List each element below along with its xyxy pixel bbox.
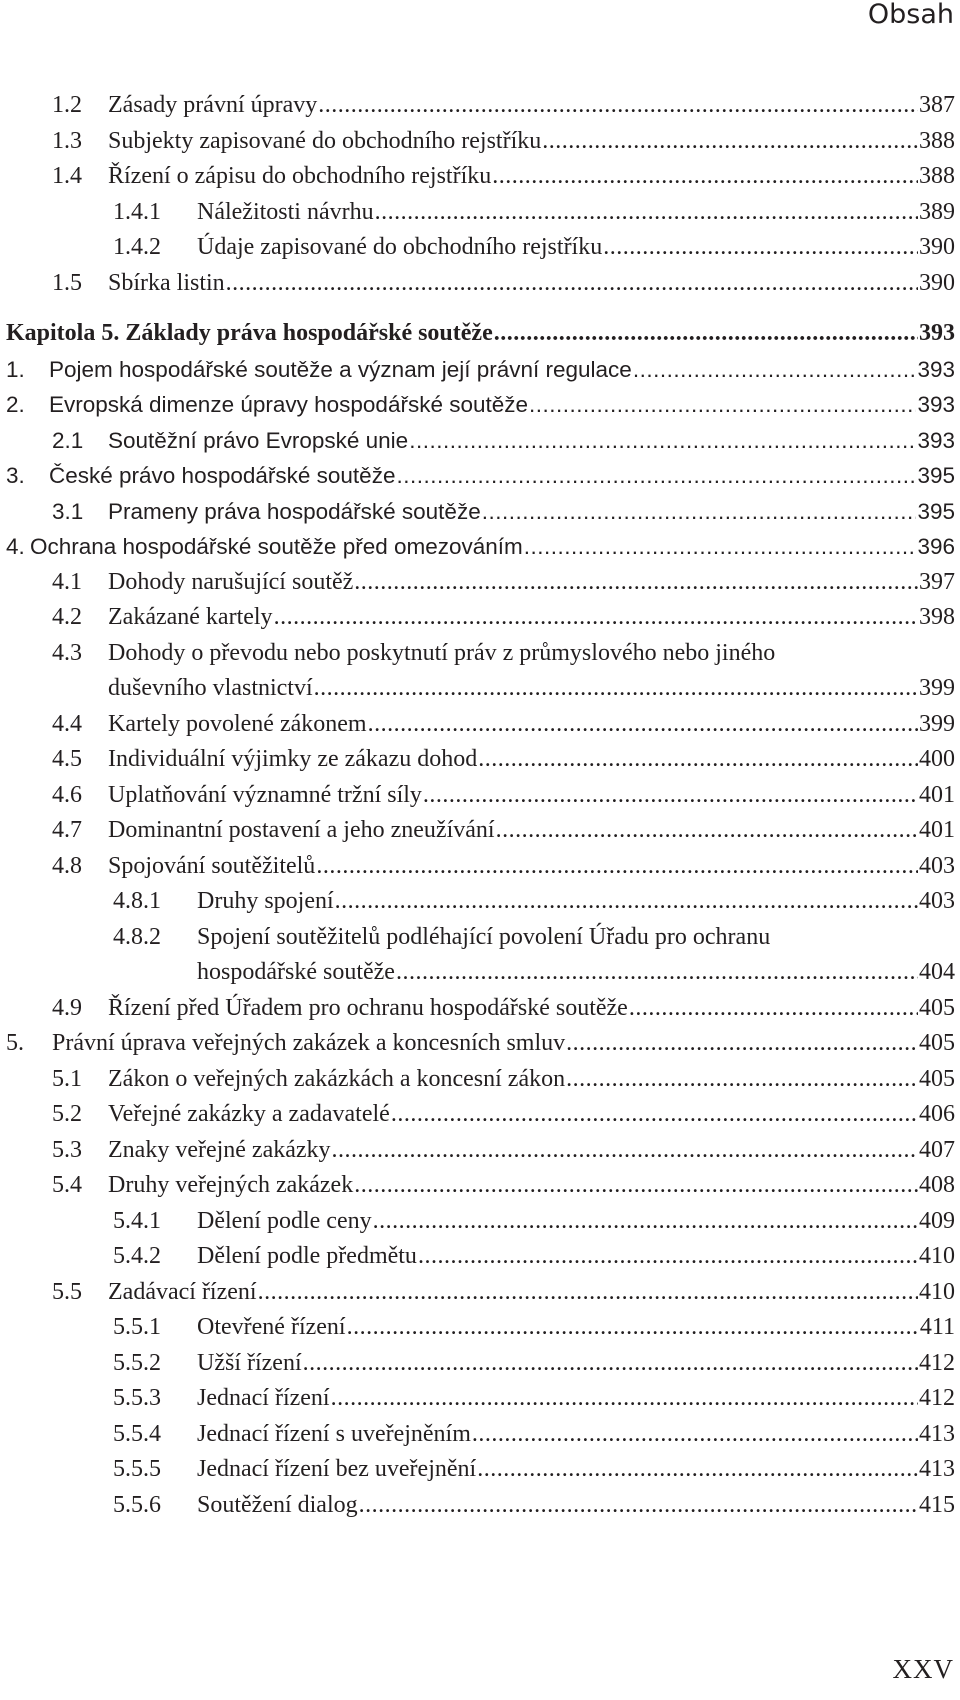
toc-entry[interactable] — [0, 884, 960, 920]
dot-leader — [274, 600, 918, 636]
toc-entry-title: Individuální výjimky ze zákazu dohod — [108, 746, 478, 772]
toc-entry-page: 410 — [919, 1278, 955, 1305]
toc-entry-title: Právní úprava veřejných zakázek a koncesních smluv — [52, 1030, 566, 1056]
toc-entry-page: 390 — [919, 234, 955, 260]
toc-entry[interactable] — [0, 1452, 960, 1488]
toc-entry-page: 388 — [919, 127, 955, 154]
dot-leader — [375, 195, 918, 231]
toc-entry[interactable] — [0, 387, 960, 423]
dot-leader — [368, 707, 918, 743]
toc-entry-number: 4.9 — [52, 994, 82, 1021]
toc-entry-page: 388 — [919, 163, 955, 189]
toc-entry-title: Druhy veřejných zakázek — [108, 1172, 354, 1198]
table-of-contents — [0, 88, 960, 1523]
dot-leader — [354, 1168, 918, 1204]
toc-entry-number: 4.6 — [52, 781, 82, 808]
toc-entry-title-continuation: duševního vlastnictví — [108, 675, 313, 701]
dot-leader — [396, 955, 918, 991]
toc-entry-number: 3.1 — [52, 498, 84, 524]
toc-entry-page: 387 — [919, 92, 955, 118]
dot-leader — [332, 1133, 918, 1169]
running-header: Obsah — [867, 0, 954, 30]
toc-entry-number: 5.5.2 — [113, 1349, 161, 1376]
toc-entry-number: 5.5.1 — [113, 1314, 161, 1340]
toc-entry-number: 4. — [6, 534, 25, 559]
toc-entry-page: 405 — [919, 994, 955, 1021]
toc-entry-page: 399 — [919, 710, 955, 737]
toc-entry[interactable] — [0, 813, 960, 849]
dot-leader — [314, 671, 918, 707]
toc-entry-number: 5.1 — [52, 1065, 82, 1092]
toc-entry-page: 393 — [917, 427, 955, 453]
toc-entry[interactable] — [0, 88, 960, 124]
toc-entry-number: 5.5.3 — [113, 1385, 161, 1411]
toc-entry-number: 1.4.1 — [113, 198, 161, 225]
toc-entry-number: 4.8 — [52, 852, 82, 879]
toc-entry[interactable] — [0, 1062, 960, 1098]
dot-leader — [472, 1417, 918, 1453]
toc-entry-number: 5.4 — [52, 1172, 82, 1198]
dot-leader — [423, 778, 918, 814]
dot-leader — [303, 1346, 918, 1382]
toc-entry-number: 5.3 — [52, 1136, 82, 1163]
toc-entry-title: Řízení před Úřadem pro ochranu hospodářské soutěže — [108, 994, 628, 1021]
toc-entry[interactable] — [0, 529, 960, 565]
dot-leader — [354, 565, 918, 601]
toc-entry-page: 413 — [919, 1456, 955, 1482]
toc-entry[interactable] — [0, 1488, 960, 1524]
toc-entry-number: 5.5.5 — [113, 1456, 161, 1482]
dot-leader — [335, 884, 918, 920]
toc-entry-number: 1. — [6, 356, 25, 382]
dot-leader — [566, 1062, 918, 1098]
toc-entry[interactable] — [0, 423, 960, 459]
toc-entry-title: Soutěžení dialog — [197, 1491, 358, 1518]
toc-entry[interactable] — [0, 1168, 960, 1204]
toc-entry-title: Prameny práva hospodářské soutěže — [108, 498, 481, 524]
toc-entry[interactable] — [0, 1275, 960, 1311]
toc-entry-page: 403 — [919, 888, 955, 914]
toc-entry-continuation[interactable] — [0, 955, 960, 991]
toc-entry-title: Údaje zapisované do obchodního rejstříku — [197, 234, 603, 260]
toc-entry-number: 1.3 — [52, 127, 82, 154]
toc-entry-title: Ochrana hospodářské soutěže před omezováním — [30, 534, 523, 559]
toc-entry-number: 5.5.4 — [113, 1420, 161, 1447]
toc-entry[interactable] — [0, 266, 960, 302]
dot-leader — [542, 124, 918, 160]
toc-entry[interactable] — [0, 742, 960, 778]
toc-entry-page: 408 — [919, 1172, 955, 1198]
toc-entry-number: 4.8.2 — [113, 923, 161, 950]
toc-entry-page: 400 — [919, 746, 955, 772]
toc-entry-continuation[interactable] — [0, 671, 960, 707]
toc-entry-page: 393 — [917, 392, 955, 417]
toc-entry-number: 2.1 — [52, 427, 84, 453]
toc-entry[interactable] — [0, 991, 960, 1027]
toc-entry-title: Zadávací řízení — [108, 1278, 257, 1305]
page-number: XXV — [892, 1654, 954, 1684]
toc-entry-page: 395 — [917, 463, 955, 488]
toc-entry[interactable] — [0, 849, 960, 885]
toc-entry-title: Jednací řízení s uveřejněním — [197, 1420, 471, 1447]
dot-leader — [318, 88, 918, 124]
toc-entry-title: Subjekty zapisované do obchodního rejstříku — [108, 127, 542, 154]
toc-entry-number: 4.3 — [52, 639, 82, 666]
dot-leader — [418, 1239, 918, 1275]
toc-entry-number: 5.5.6 — [113, 1491, 161, 1518]
toc-entry-title: Dominantní postavení a jeho zneužívání — [108, 817, 495, 843]
toc-entry-title: Zakázané kartely — [108, 604, 273, 630]
toc-entry-title: Pojem hospodářské soutěže a význam její právní regulace — [49, 356, 632, 382]
toc-entry-number: 1.4 — [52, 163, 82, 189]
toc-entry-number: 4.8.1 — [113, 888, 161, 914]
toc-entry-page: 389 — [919, 198, 955, 225]
toc-entry-page: 397 — [919, 568, 955, 595]
toc-entry-title: Zásady právní úpravy — [108, 92, 318, 118]
dot-leader — [494, 316, 918, 352]
toc-entry-number: 5. — [6, 1030, 24, 1056]
dot-leader — [492, 159, 918, 195]
toc-entry-title: Sbírka listin — [108, 269, 225, 296]
toc-entry-page: 404 — [919, 959, 955, 985]
dot-leader — [331, 1381, 918, 1417]
toc-entry-page: 393 — [917, 356, 955, 382]
dot-leader — [603, 230, 918, 266]
toc-entry-title: Užší řízení — [197, 1349, 302, 1376]
toc-entry-page: 410 — [919, 1243, 955, 1269]
dot-leader — [373, 1204, 918, 1240]
dot-leader — [629, 991, 918, 1027]
toc-entry[interactable] — [0, 159, 960, 195]
toc-entry[interactable] — [0, 230, 960, 266]
toc-entry[interactable] — [0, 1026, 960, 1062]
toc-entry-number: 1.4.2 — [113, 234, 161, 260]
toc-entry-page: 407 — [919, 1136, 955, 1163]
toc-entry-number: 4.5 — [52, 746, 82, 772]
toc-entry-page: 406 — [919, 1101, 955, 1127]
toc-entry-page: 409 — [919, 1207, 955, 1234]
dot-leader — [496, 813, 918, 849]
toc-entry-page: 395 — [917, 498, 955, 524]
toc-entry-title: Náležitosti návrhu — [197, 198, 374, 225]
toc-entry-page: 393 — [919, 320, 955, 346]
toc-entry-page: 405 — [919, 1030, 955, 1056]
toc-entry[interactable] — [0, 124, 960, 160]
dot-leader — [226, 266, 918, 302]
toc-entry-page: 412 — [919, 1349, 955, 1376]
toc-entry[interactable] — [0, 1310, 960, 1346]
toc-entry-title: Kapitola 5. Základy práva hospodářské soutěže — [6, 320, 493, 346]
toc-entry[interactable] — [0, 1381, 960, 1417]
dot-leader — [477, 1452, 918, 1488]
toc-entry-title: Uplatňování významné tržní síly — [108, 781, 422, 808]
toc-entry-number: 5.2 — [52, 1101, 82, 1127]
toc-entry-title: Znaky veřejné zakázky — [108, 1136, 331, 1163]
toc-entry-number: 1.2 — [52, 92, 82, 118]
toc-entry-page: 405 — [919, 1065, 955, 1092]
toc-entry-page: 403 — [919, 852, 955, 879]
dot-leader — [409, 423, 916, 459]
toc-entry-title: Zákon o veřejných zakázkách a koncesní zákon — [108, 1065, 566, 1092]
toc-entry-title: Otevřené řízení — [197, 1314, 346, 1340]
toc-entry-title: Kartely povolené zákonem — [108, 710, 367, 737]
toc-entry-number: 5.5 — [52, 1278, 82, 1305]
toc-chapter-heading[interactable] — [0, 316, 960, 352]
toc-entry-number: 2. — [6, 392, 25, 417]
toc-entry-number: 4.1 — [52, 568, 82, 595]
toc-entry-page: 411 — [919, 1314, 955, 1340]
toc-entry-title: Dělení podle předmětu — [197, 1243, 417, 1269]
toc-entry-number: 4.2 — [52, 604, 82, 630]
dot-leader — [396, 458, 916, 494]
toc-entry[interactable] — [0, 600, 960, 636]
toc-entry-title: Dohody o převodu nebo poskytnutí práv z průmyslového nebo jiného — [108, 639, 776, 666]
dot-leader — [359, 1488, 918, 1524]
toc-entry-title: Soutěžní právo Evropské unie — [108, 427, 409, 453]
toc-entry-page: 401 — [919, 781, 955, 808]
toc-entry-page: 390 — [919, 269, 955, 296]
toc-entry-page: 412 — [919, 1385, 955, 1411]
toc-entry[interactable] — [0, 458, 960, 494]
toc-entry[interactable] — [0, 778, 960, 814]
dot-leader — [529, 387, 916, 423]
toc-entry-title: Spojování soutěžitelů — [108, 852, 316, 879]
toc-entry[interactable] — [0, 1417, 960, 1453]
toc-entry-page: 413 — [919, 1420, 955, 1447]
toc-entry[interactable] — [0, 1346, 960, 1382]
toc-entry-title: Dělení podle ceny — [197, 1207, 372, 1234]
toc-entry-title: Řízení o zápisu do obchodního rejstříku — [108, 163, 492, 189]
toc-entry-title: Jednací řízení — [197, 1385, 330, 1411]
toc-entry-number: 4.7 — [52, 817, 82, 843]
dot-leader — [316, 849, 918, 885]
toc-entry[interactable] — [0, 565, 960, 601]
toc-entry-page: 401 — [919, 817, 955, 843]
toc-entry-number: 5.4.1 — [113, 1207, 161, 1234]
toc-entry-page: 415 — [919, 1491, 955, 1518]
toc-entry-title: Spojení soutěžitelů podléhající povolení Úřadu pro ochranu — [197, 923, 771, 950]
dot-leader — [633, 352, 917, 388]
toc-entry-page: 398 — [919, 604, 955, 630]
toc-entry-number: 3. — [6, 463, 25, 488]
toc-entry[interactable] — [0, 1133, 960, 1169]
toc-entry[interactable] — [0, 195, 960, 231]
dot-leader — [347, 1310, 919, 1346]
dot-leader — [258, 1275, 918, 1311]
toc-entry-page: 399 — [919, 675, 955, 701]
dot-leader — [482, 494, 917, 530]
dot-leader — [566, 1026, 918, 1062]
toc-entry-number: 4.4 — [52, 710, 82, 737]
toc-entry-title: Jednací řízení bez uveřejnění — [197, 1456, 477, 1482]
toc-entry-title: Evropská dimenze úpravy hospodářské soutěže — [49, 392, 529, 417]
toc-entry-title-continuation: hospodářské soutěže — [197, 959, 395, 985]
dot-leader — [524, 529, 917, 565]
toc-entry[interactable] — [0, 636, 960, 672]
toc-entry[interactable] — [0, 352, 960, 388]
toc-entry-title: Druhy spojení — [197, 888, 334, 914]
toc-entry[interactable] — [0, 1204, 960, 1240]
toc-entry[interactable] — [0, 494, 960, 530]
toc-entry-number: 5.4.2 — [113, 1243, 161, 1269]
dot-leader — [478, 742, 918, 778]
toc-entry[interactable] — [0, 1097, 960, 1133]
toc-entry-title: České právo hospodářské soutěže — [49, 463, 396, 488]
toc-entry-title: Dohody narušující soutěž — [108, 568, 354, 595]
toc-entry-page: 396 — [917, 534, 955, 559]
toc-entry[interactable] — [0, 1239, 960, 1275]
toc-entry-number: 1.5 — [52, 269, 82, 296]
toc-entry[interactable] — [0, 707, 960, 743]
dot-leader — [391, 1097, 918, 1133]
toc-entry[interactable] — [0, 920, 960, 956]
toc-entry-title: Veřejné zakázky a zadavatelé — [108, 1101, 390, 1127]
